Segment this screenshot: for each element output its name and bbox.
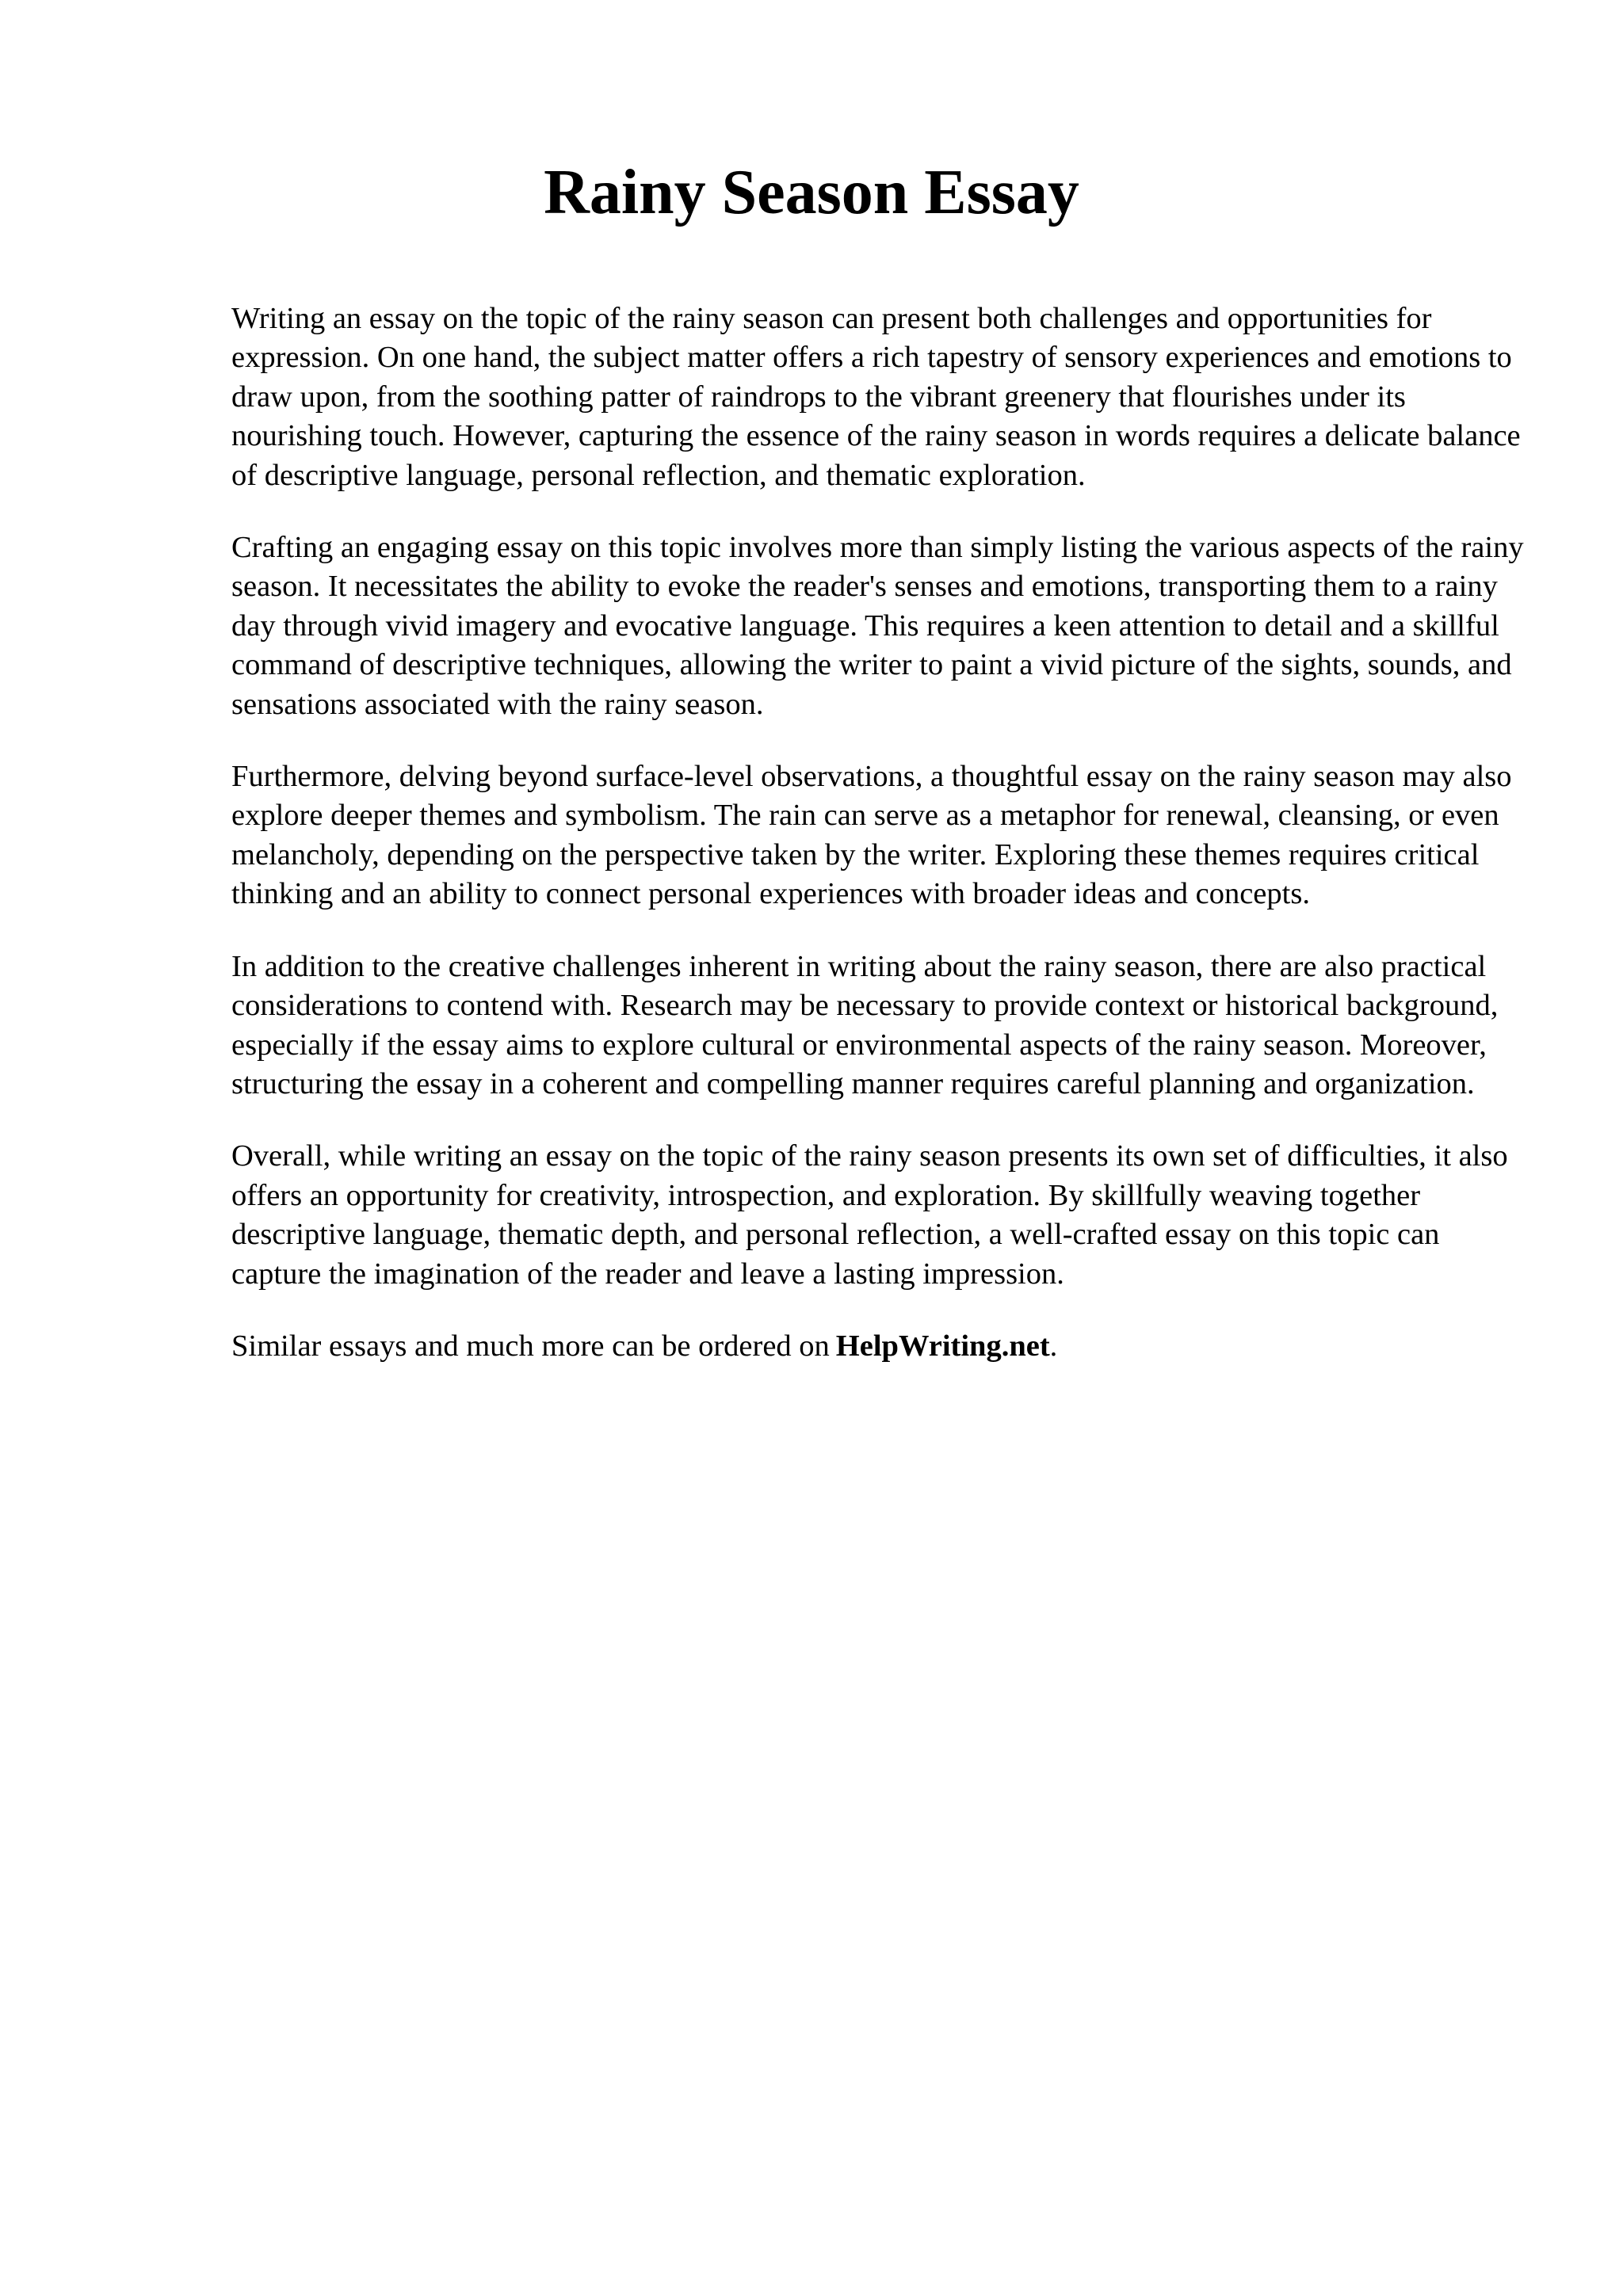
brand-link[interactable]: HelpWriting.net [835,1329,1050,1363]
page-title: Rainy Season Essay [544,158,1079,227]
closing-period: . [1049,1329,1058,1363]
essay-paragraph: In addition to the creative challenges inherent in writing about the rainy season, there are also practical considerations to contend with. Research may be necessary to provide context or historical background, especially if the essay aims to explore cultural or environmental aspects of the rainy season. Moreover, structuring the essay in a coherent and compelling manner requires careful planning and organization. [231,949,1499,1100]
closing-text: Similar essays and much more can be ordered on [231,1329,830,1363]
essay-paragraph: Writing an essay on the topic of the rainy season can present both challenges and opportunities for expression. On one hand, the subject matter offers a rich tapestry of sensory experiences and emotions to draw upon, from the soothing patter of raindrops to the vibrant greenery that flourishes under its nourishing touch. However, capturing the essence of the rainy season in words requires a delicate balance of descriptive language, personal reflection, and thematic exploration. [231,302,1521,492]
essay-paragraph: Furthermore, delving beyond surface-level observations, a thoughtful essay on the rainy season may also explore deeper themes and symbolism. The rain can serve as a metaphor for renewal, cleansing, or even melancholy, depending on the perspective taken by the writer. Exploring these themes requires critical thinking and an ability to connect personal experiences with broader ideas and concepts. [231,760,1512,911]
essay-paragraph: Crafting an engaging essay on this topic involves more than simply listing the various aspects of the rainy season. It necessitates the ability to evoke the reader's senses and emotions, transporting them to a rainy day through vivid imagery and evocative language. This requires a keen attention to detail and a skillful command of descriptive techniques, allowing the writer to paint a vivid picture of the sights, sounds, and sensations associated with the rainy season. [231,531,1524,721]
essay-paragraph: Overall, while writing an essay on the topic of the rainy season presents its own set of difficulties, it also offers an opportunity for creativity, introspection, and exploration. By skillfully weaving together descriptive language, thematic depth, and personal reflection, a well-crafted essay on this topic can capture the imagination of the reader and leave a lasting impression. [231,1139,1508,1291]
essay-body [231,299,1531,1366]
closing-line [231,1327,1531,1366]
